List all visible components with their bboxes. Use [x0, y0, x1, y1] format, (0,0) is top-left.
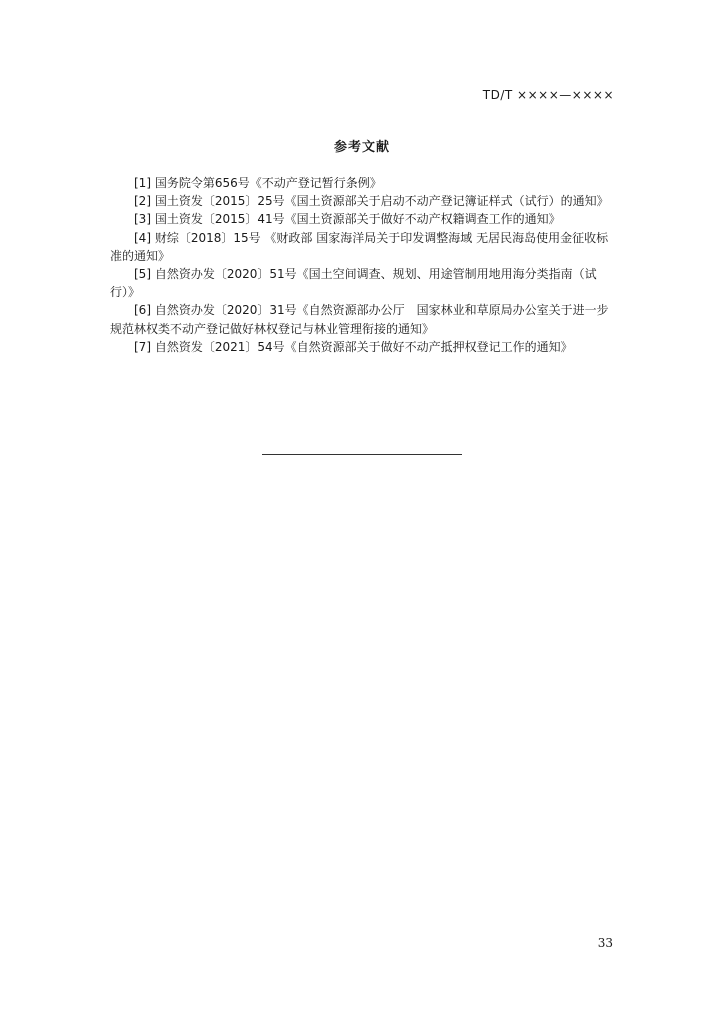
reference-item-3: [3] 国土资发〔2015〕41号《国土资源部关于做好不动产权籍调查工作的通知》: [134, 212, 561, 227]
end-divider-line: [262, 454, 462, 455]
reference-item-5: [5] 自然资办发〔2020〕51号《国土空间调查、规划、用途管制用地用海分类指南（试行）》: [110, 267, 597, 300]
reference-list: [110, 174, 618, 356]
section-title: 参考文献: [333, 140, 390, 155]
reference-item-6: [6] 自然资办发〔2020〕31号《自然资源部办公厅 国家林业和草原局办公室关于进一步规范林权类不动产登记做好林权登记与林业管理衔接的通知》: [110, 303, 609, 336]
page-number: 33: [597, 936, 613, 950]
standard-code: TD/T ××××—××××: [482, 88, 614, 102]
reference-item-7: [7] 自然资发〔2021〕54号《自然资源部关于做好不动产抵押权登记工作的通知》: [134, 339, 573, 354]
reference-item-2: [2] 国土资发〔2015〕25号《国土资源部关于启动不动产登记簿证样式（试行）的通知》: [134, 194, 609, 209]
reference-item-1: [1] 国务院令第656号《不动产登记暂行条例》: [134, 176, 382, 190]
reference-item-4: [4] 财综〔2018〕15号 《财政部 国家海洋局关于印发调整海域 无居民海岛使用金征收标准的通知》: [110, 230, 609, 263]
